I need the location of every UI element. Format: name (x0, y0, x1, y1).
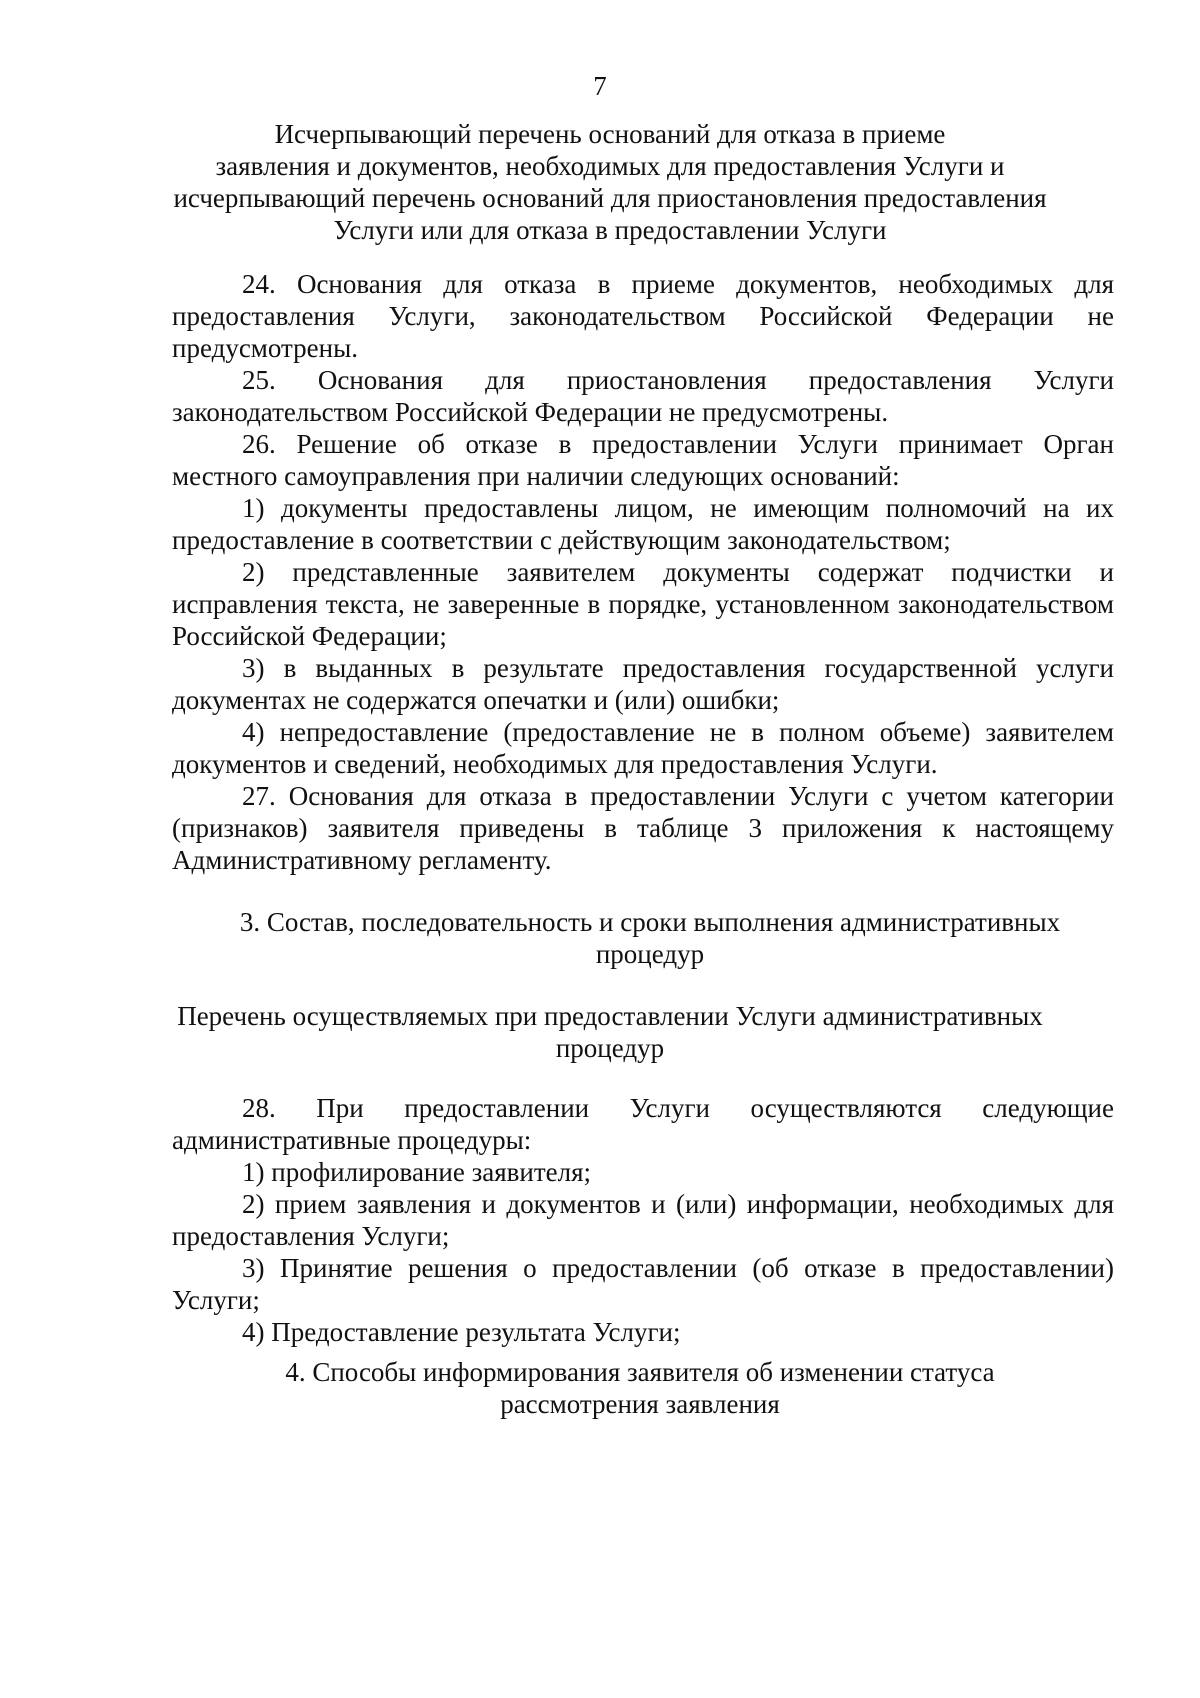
paragraph-28: 28. При предоставлении Услуги осуществляются следующие административные процедуры: (172, 1093, 1114, 1155)
paragraph-27: 27. Основания для отказа в предоставлении Услуги с учетом категории (признаков) заявителя приведены в таблице 3 приложения к настоящему Административному регламенту. (172, 781, 1114, 875)
list-item: 2) прием заявления и документов и (или) информации, необходимых для предоставления Услуги; (172, 1189, 1114, 1251)
list-item: 2) представленные заявителем документы содержат подчистки и исправления текста, не заверенные в порядке, установленном законодательством Российской Федерации; (172, 557, 1114, 651)
refusal-grounds-section (172, 268, 1114, 876)
list-item: 3) Принятие решения о предоставлении (об отказе в предоставлении) Услуги; (172, 1253, 1114, 1315)
heading-section-4 (240, 1356, 1040, 1420)
heading-line: 3. Состав, последовательность и сроки выполнения административных (239, 907, 1061, 937)
heading-line: процедур (555, 1033, 665, 1063)
heading-line: Исчерпывающий перечень оснований для отказа в приеме (274, 119, 946, 149)
heading-procedures-list (160, 1000, 1060, 1064)
paragraph-26: 26. Решение об отказе в предоставлении Услуги принимает Орган местного самоуправления при наличии следующих оснований: (172, 429, 1114, 491)
heading-line: 4. Способы информирования заявителя об изменении статуса (285, 1357, 995, 1387)
heading-refusal-grounds (160, 118, 1060, 246)
procedures-section (172, 1092, 1114, 1348)
heading-line: исчерпывающий перечень оснований для приостановления предоставления (173, 183, 1047, 213)
paragraph-25: 25. Основания для приостановления предоставления Услуги законодательством Российской Федерации не предусмотрены. (172, 365, 1114, 427)
heading-line: рассмотрения заявления (500, 1389, 780, 1419)
list-item: 4) Предоставление результата Услуги; (242, 1317, 681, 1347)
paragraph-24: 24. Основания для отказа в приеме документов, необходимых для предоставления Услуги, законодательством Российской Федерации не предусмотрены. (172, 269, 1114, 363)
heading-line: Услуги или для отказа в предоставлении Услуги (333, 215, 887, 245)
heading-line: заявления и документов, необходимых для предоставления Услуги и (215, 151, 1005, 181)
list-item: 3) в выданных в результате предоставления государственной услуги документах не содержатся опечатки и (или) ошибки; (172, 653, 1114, 715)
list-item: 4) непредоставление (предоставление не в полном объеме) заявителем документов и сведений, необходимых для предоставления Услуги. (172, 717, 1114, 779)
heading-line: процедур (595, 939, 705, 969)
list-item: 1) документы предоставлены лицом, не имеющим полномочий на их предоставление в соответствии с действующим законодательством; (172, 493, 1114, 555)
page-number: 7 (593, 71, 607, 101)
heading-section-3 (210, 906, 1090, 970)
heading-line: Перечень осуществляемых при предоставлении Услуги административных (177, 1001, 1043, 1031)
list-item: 1) профилирование заявителя; (242, 1157, 592, 1187)
